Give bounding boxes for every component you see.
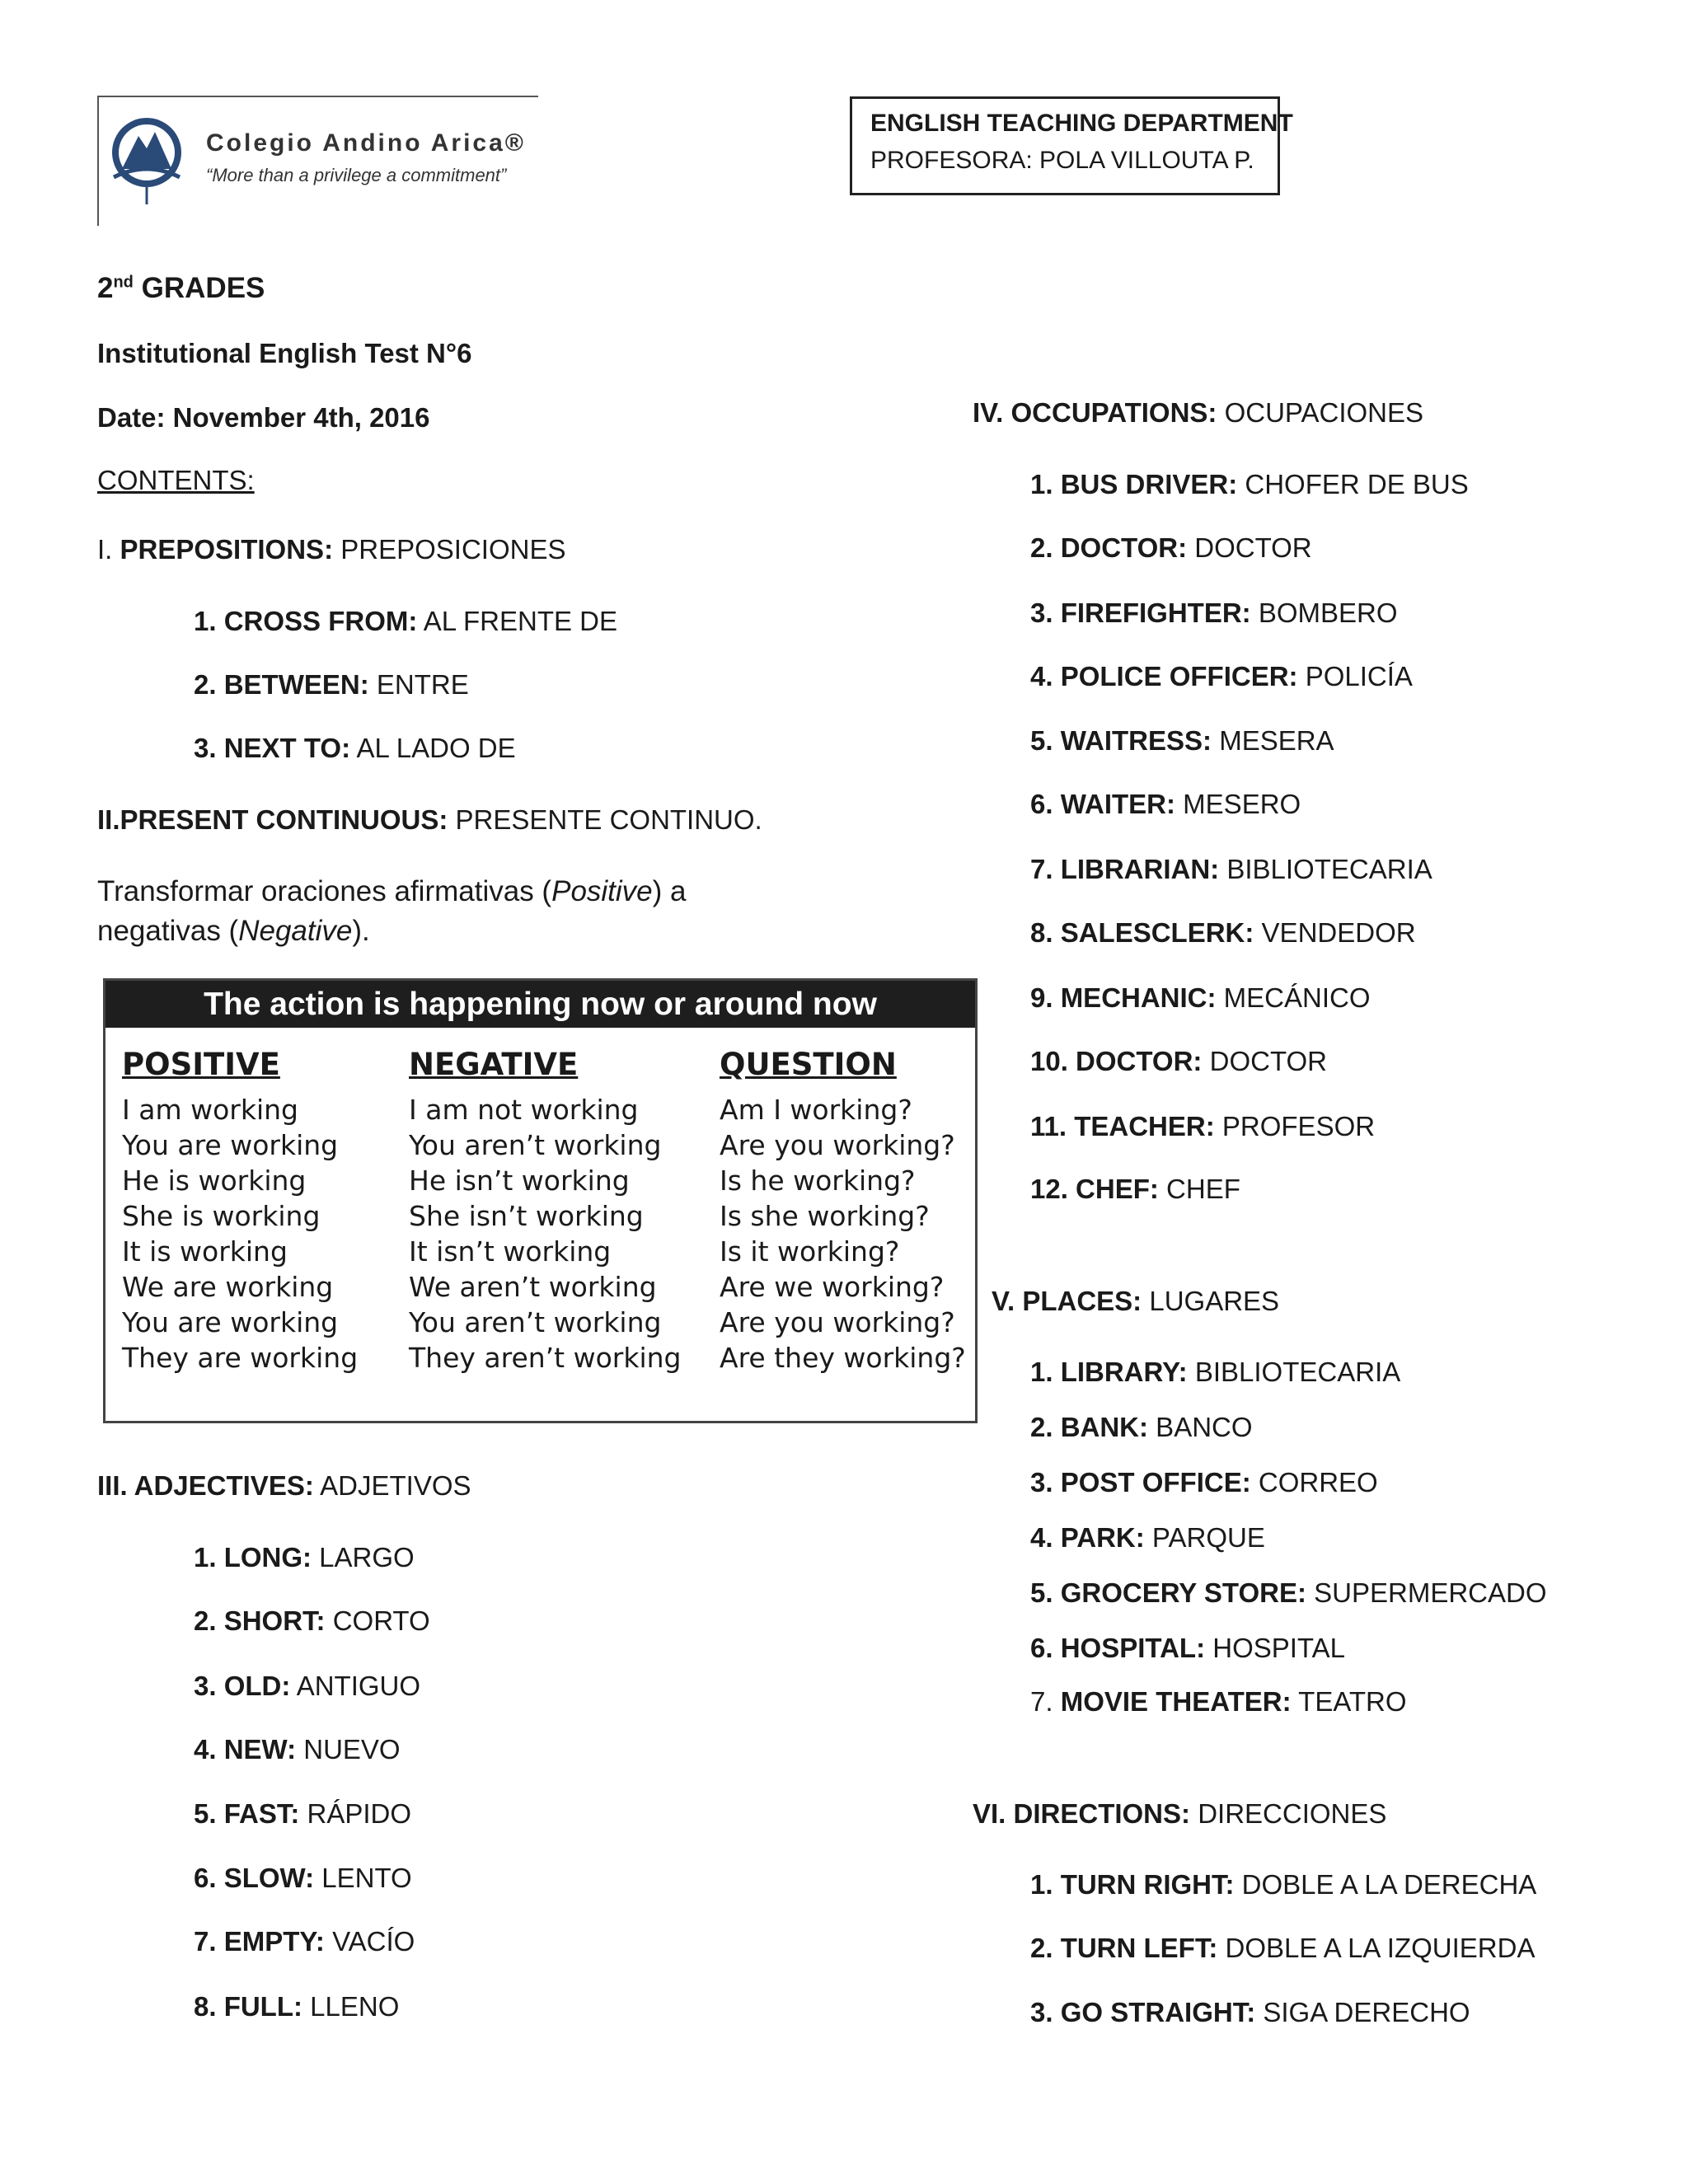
positive-header: POSITIVE <box>122 1047 280 1082</box>
instruction-line-2 <box>97 916 370 945</box>
item-translation: MECÁNICO <box>1216 982 1371 1013</box>
item-translation: MESERO <box>1175 789 1301 819</box>
item-term: 2. BANK: <box>1030 1412 1149 1442</box>
item-term: 1. CROSS FROM: <box>194 606 418 636</box>
table-cell: You are working <box>122 1306 339 1338</box>
table-cell: We are working <box>122 1271 334 1303</box>
list-item <box>1030 534 1312 561</box>
list-item <box>194 1736 401 1763</box>
negative-column <box>409 1047 681 1377</box>
table-cell: Are they working? <box>720 1342 966 1374</box>
section-dot: . <box>105 534 120 565</box>
item-number: 7. <box>1030 1686 1061 1717</box>
school-name: Colegio Andino Arica® <box>206 129 526 157</box>
item-term: 3. POST OFFICE: <box>1030 1467 1251 1497</box>
table-cell: We aren’t working <box>409 1271 657 1303</box>
item-translation: BIBLIOTECARIA <box>1219 854 1432 884</box>
table-title: The action is happening now or around now <box>106 981 975 1028</box>
table-cell: They aren’t working <box>409 1342 682 1374</box>
section-title: PREPOSITIONS: <box>120 534 334 565</box>
list-item <box>1030 1999 1470 2026</box>
table-cell: Is he working? <box>720 1165 916 1197</box>
negative-header: NEGATIVE <box>409 1047 579 1082</box>
list-item <box>1030 1579 1547 1606</box>
item-translation: AL FRENTE DE <box>417 606 618 636</box>
item-translation: SIGA DERECHO <box>1255 1997 1470 2027</box>
list-item <box>194 1864 412 1891</box>
item-term: 3. OLD: <box>194 1671 291 1701</box>
item-term: 2. SHORT: <box>194 1605 326 1636</box>
item-translation: NUEVO <box>296 1734 401 1765</box>
item-term: 5. GROCERY STORE: <box>1030 1577 1306 1608</box>
table-cell: Are you working? <box>720 1129 955 1161</box>
item-translation: SUPERMERCADO <box>1306 1577 1547 1608</box>
instruction-text: Transformar oraciones afirmativas ( <box>97 875 552 907</box>
contents-label: CONTENTS: <box>97 465 255 495</box>
item-term: 8. SALESCLERK: <box>1030 917 1254 948</box>
instruction-italic: Negative <box>238 915 353 947</box>
list-item <box>1030 1413 1253 1441</box>
item-translation: CHOFER DE BUS <box>1237 469 1469 499</box>
table-cell: You aren’t working <box>409 1306 662 1338</box>
item-term: 8. FULL: <box>194 1991 302 2022</box>
list-item <box>1030 790 1301 818</box>
item-translation: DOCTOR <box>1202 1046 1327 1076</box>
list-item <box>1030 1175 1240 1202</box>
item-translation: PARQUE <box>1144 1522 1265 1553</box>
section-adjectives-heading <box>97 1472 471 1499</box>
item-translation: ANTIGUO <box>290 1671 421 1701</box>
grade-number: 2 <box>97 272 114 304</box>
table-cell: Is it working? <box>720 1235 900 1268</box>
item-translation: RÁPIDO <box>299 1798 412 1829</box>
item-translation: VENDEDOR <box>1254 917 1416 948</box>
table-cell: Are you working? <box>720 1306 955 1338</box>
item-term: 7. EMPTY: <box>194 1926 325 1957</box>
item-translation: BIBLIOTECARIA <box>1187 1357 1401 1387</box>
grade-word: GRADES <box>141 272 265 304</box>
item-translation: ENTRE <box>368 669 469 700</box>
section-places-heading <box>992 1287 1279 1315</box>
section-title: VI. DIRECTIONS: <box>973 1798 1191 1829</box>
section-title: IV. OCCUPATIONS: <box>973 397 1217 428</box>
grade-heading <box>97 274 265 302</box>
list-item <box>194 734 516 762</box>
section-translation: PRESENTE CONTINUO. <box>448 804 762 835</box>
list-item <box>1030 1358 1400 1385</box>
positive-column <box>122 1047 358 1377</box>
table-cell: She isn’t working <box>409 1200 644 1232</box>
item-term: 1. BUS DRIVER: <box>1030 469 1238 499</box>
section-title: V. PLACES: <box>992 1286 1142 1316</box>
list-item <box>1030 599 1398 626</box>
item-translation: BANCO <box>1148 1412 1253 1442</box>
instruction-text: negativas ( <box>97 915 239 947</box>
item-translation: AL LADO DE <box>350 733 516 763</box>
list-item <box>1030 1871 1536 1898</box>
table-cell: Am I working? <box>720 1094 912 1126</box>
logo-border-left <box>97 96 99 226</box>
list-item <box>1030 1688 1407 1715</box>
item-translation: BOMBERO <box>1250 598 1398 628</box>
section-translation: DIRECCIONES <box>1190 1798 1387 1829</box>
item-translation: VACÍO <box>324 1926 415 1957</box>
present-continuous-table <box>103 978 978 1423</box>
grade-suffix: nd <box>113 273 134 292</box>
item-translation: POLICÍA <box>1297 661 1413 691</box>
item-term: 2. TURN LEFT: <box>1030 1933 1218 1963</box>
list-item <box>1030 1469 1378 1496</box>
section-prepositions-heading <box>97 536 565 563</box>
list-item <box>194 1993 399 2020</box>
instruction-text: ). <box>352 915 370 947</box>
item-term: 10. DOCTOR: <box>1030 1046 1203 1076</box>
question-column <box>720 1047 966 1377</box>
section-title: III. ADJECTIVES: <box>97 1470 314 1501</box>
section-directions-heading <box>973 1800 1386 1827</box>
item-term: 4. PARK: <box>1030 1522 1145 1553</box>
section-number: I <box>97 534 106 565</box>
item-translation: CHEF <box>1158 1174 1240 1204</box>
item-term: 3. FIREFIGHTER: <box>1030 598 1251 628</box>
list-item <box>1030 1113 1375 1140</box>
test-date: Date: November 4th, 2016 <box>97 402 430 433</box>
list-item <box>1030 919 1416 946</box>
item-term: MOVIE THEATER: <box>1060 1686 1292 1717</box>
item-translation: TEATRO <box>1291 1686 1407 1717</box>
item-term: 4. POLICE OFFICER: <box>1030 661 1298 691</box>
list-item <box>194 1928 415 1955</box>
item-translation: DOCTOR <box>1187 532 1312 563</box>
list-item <box>1030 1934 1535 1961</box>
list-item <box>1030 471 1469 498</box>
list-item <box>194 1672 420 1699</box>
list-item <box>1030 663 1413 690</box>
table-cell: You are working <box>122 1129 339 1161</box>
item-term: 3. GO STRAIGHT: <box>1030 1997 1256 2027</box>
question-header: QUESTION <box>720 1047 897 1082</box>
instruction-text: ) a <box>652 875 687 907</box>
instruction-line-1 <box>97 877 687 906</box>
list-item <box>1030 1634 1345 1661</box>
item-translation: MESERA <box>1212 725 1334 756</box>
item-term: 11. TEACHER: <box>1030 1111 1215 1141</box>
table-cell: She is working <box>122 1200 321 1232</box>
item-term: 6. HOSPITAL: <box>1030 1633 1206 1663</box>
list-item <box>1030 984 1371 1011</box>
teacher-name: PROFESORA: POLA VILLOUTA P. <box>870 147 1254 174</box>
table-cell: He is working <box>122 1165 307 1197</box>
section-translation: PREPOSICIONES <box>333 534 566 565</box>
item-term: 5. FAST: <box>194 1798 300 1829</box>
table-cell: Is she working? <box>720 1200 930 1232</box>
section-present-continuous-heading <box>97 806 762 833</box>
section-translation: OCUPACIONES <box>1217 397 1424 428</box>
test-title: Institutional English Test N°6 <box>97 338 472 368</box>
item-term: 9. MECHANIC: <box>1030 982 1217 1013</box>
school-emblem-icon <box>106 107 188 206</box>
section-translation: ADJETIVOS <box>313 1470 471 1501</box>
item-term: 12. CHEF: <box>1030 1174 1159 1204</box>
table-cell: He isn’t working <box>409 1165 630 1197</box>
list-item <box>194 1800 411 1827</box>
item-term: 7. LIBRARIAN: <box>1030 854 1220 884</box>
instruction-italic: Positive <box>551 875 653 907</box>
item-term: 3. NEXT TO: <box>194 733 351 763</box>
table-cell: It isn’t working <box>409 1235 612 1268</box>
section-occupations-heading <box>973 399 1423 426</box>
section-translation: LUGARES <box>1142 1286 1280 1316</box>
item-translation: PROFESOR <box>1214 1111 1376 1141</box>
table-cell: They are working <box>122 1342 359 1374</box>
item-term: 1. TURN RIGHT: <box>1030 1869 1235 1900</box>
item-translation: CORTO <box>325 1605 430 1636</box>
section-title: II.PRESENT CONTINUOUS: <box>97 804 448 835</box>
item-translation: CORREO <box>1250 1467 1378 1497</box>
table-cell: I am working <box>122 1094 298 1126</box>
department-name: ENGLISH TEACHING DEPARTMENT <box>870 110 1293 137</box>
item-translation: DOBLE A LA DERECHA <box>1234 1869 1537 1900</box>
item-translation: LLENO <box>302 1991 400 2022</box>
school-motto: “More than a privilege a commitment” <box>206 165 507 185</box>
item-translation: HOSPITAL <box>1205 1633 1346 1663</box>
item-translation: DOBLE A LA IZQUIERDA <box>1217 1933 1536 1963</box>
logo-border-top <box>97 96 538 97</box>
list-item <box>194 1544 415 1571</box>
table-cell: You aren’t working <box>409 1129 662 1161</box>
item-term: 2. BETWEEN: <box>194 669 369 700</box>
item-translation: LENTO <box>314 1863 412 1893</box>
item-term: 4. NEW: <box>194 1734 297 1765</box>
item-term: 1. LIBRARY: <box>1030 1357 1188 1387</box>
list-item <box>1030 1524 1265 1551</box>
item-term: 6. SLOW: <box>194 1863 315 1893</box>
table-cell: It is working <box>122 1235 288 1268</box>
list-item <box>194 607 617 635</box>
list-item <box>194 671 469 698</box>
list-item <box>194 1607 430 1634</box>
item-term: 1. LONG: <box>194 1542 312 1572</box>
list-item <box>1030 1047 1327 1075</box>
item-term: 5. WAITRESS: <box>1030 725 1212 756</box>
item-term: 2. DOCTOR: <box>1030 532 1188 563</box>
item-translation: LARGO <box>312 1542 415 1572</box>
list-item <box>1030 855 1432 883</box>
table-cell: Are we working? <box>720 1271 945 1303</box>
list-item <box>1030 727 1334 754</box>
item-term: 6. WAITER: <box>1030 789 1176 819</box>
table-cell: I am not working <box>409 1094 639 1126</box>
